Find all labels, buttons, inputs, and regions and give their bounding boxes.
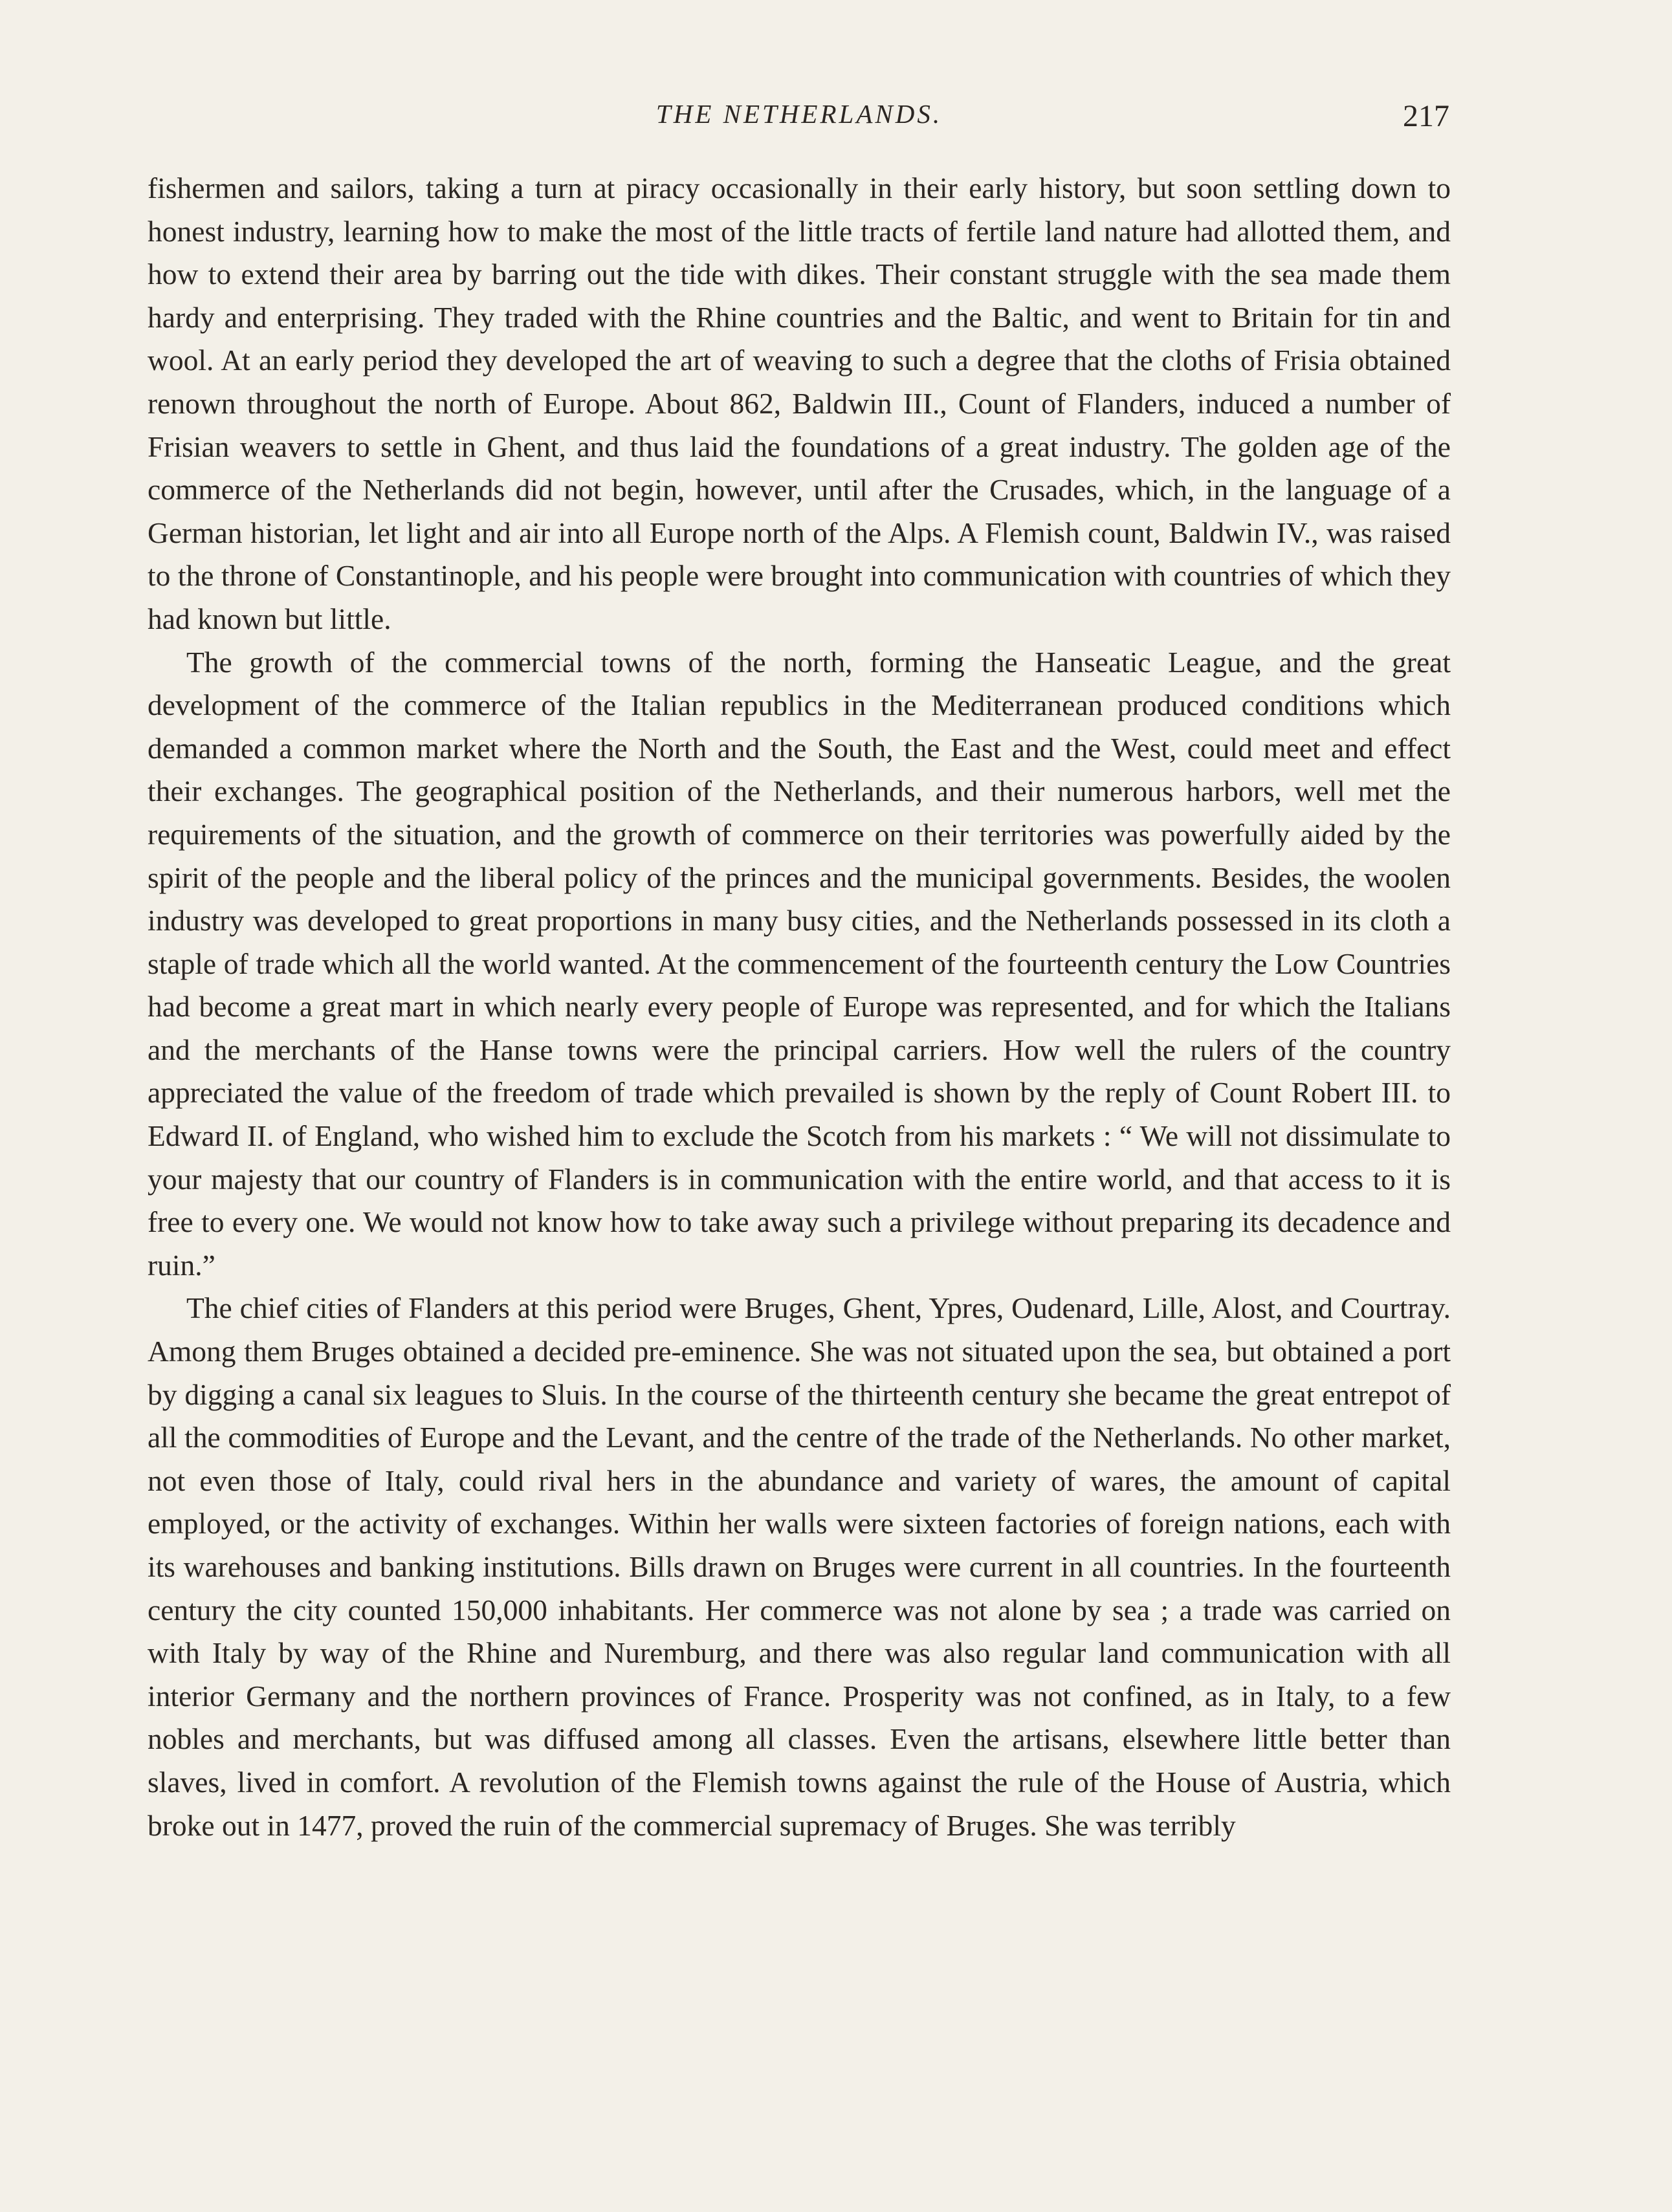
paragraph-2: The growth of the commercial towns of the north, forming the Hanseatic League, and the great development of the commerce of the Italian republics in the Mediterranean produced conditions which demanded a common market where the North and the South, the East and the West, could meet and effect their exchanges. The geographical position of the Netherlands, and their numerous harbors, well met the requirements of the situation, and the growth of commerce on their territories was powerfully aided by the spirit of the people and the liberal policy of the princes and the municipal governments. Besides, the woolen industry was developed to great proportions in many busy cities, and the Netherlands possessed in its cloth a staple of trade which all the world wanted. At the commencement of the fourteenth century the Low Countries had become a great mart in which nearly every people of Europe was represented, and for which the Italians and the merchants of the Hanse towns were the principal carriers. How well the rulers of the country appreciated the value of the freedom of trade which prevailed is shown by the reply of Count Robert III. to Edward II. of England, who wished him to exclude the Scotch from his markets : “ We will not dissimulate to your majesty that our country of Flanders is in communication with the entire world, and that access to it is free to every one. We would not know how to take away such a privilege without preparing its decadence and ruin.” bbox=[148, 645, 1451, 1282]
page-number: 217 bbox=[1403, 99, 1449, 133]
paragraph-3: The chief cities of Flanders at this period were Bruges, Ghent, Ypres, Oudenard, Lille, Alost, and Courtray. Among them Bruges obtained a decided pre-eminence. She was not situated upon the sea, but obtained a port by digging a canal six leagues to Sluis. In the course of the thirteenth century she became the great entrepot of all the commodities of Europe and the Levant, and the centre of the trade of the Netherlands. No other market, not even those of Italy, could rival hers in the abundance and variety of wares, the amount of capital employed, or the activity of exchanges. Within her walls were sixteen factories of foreign nations, each with its warehouses and banking institutions. Bills drawn on Bruges were current in all countries. In the fourteenth century the city counted 150,000 inhabitants. Her commerce was not alone by sea ; a trade was carried on with Italy by way of the Rhine and Nuremburg, and there was also regular land communication with all interior Germany and the northern provinces of France. Prosperity was not confined, as in Italy, to a few nobles and merchants, but was diffused among all classes. Even the artisans, elsewhere little better than slaves, lived in comfort. A revolution of the Flemish towns against the rule of the House of Austria, which broke out in 1477, proved the ruin of the commercial supremacy of Bruges. She was terribly bbox=[148, 1291, 1451, 1842]
running-title: THE NETHERLANDS. bbox=[655, 99, 943, 129]
body-text bbox=[148, 167, 1451, 1847]
paragraph-1: fishermen and sailors, taking a turn at piracy occasionally in their early history, but soon settling down to honest industry, learning how to make the most of the little tracts of fertile land nature had allotted them, and how to extend their area by barring out the tide with dikes. Their constant struggle with the sea made them hardy and enterprising. They traded with the Rhine countries and the Baltic, and went to Britain for tin and wool. At an early period they developed the art of weaving to such a degree that the cloths of Frisia obtained renown throughout the north of Europe. About 862, Baldwin III., Count of Flanders, induced a number of Frisian weavers to settle in Ghent, and thus laid the foundations of a great industry. The golden age of the commerce of the Netherlands did not begin, however, until after the Crusades, which, in the language of a German historian, let light and air into all Europe north of the Alps. A Flemish count, Baldwin IV., was raised to the throne of Constantinople, and his people were brought into communication with countries of which they had known but little. bbox=[148, 171, 1451, 635]
page-header bbox=[149, 98, 1449, 144]
